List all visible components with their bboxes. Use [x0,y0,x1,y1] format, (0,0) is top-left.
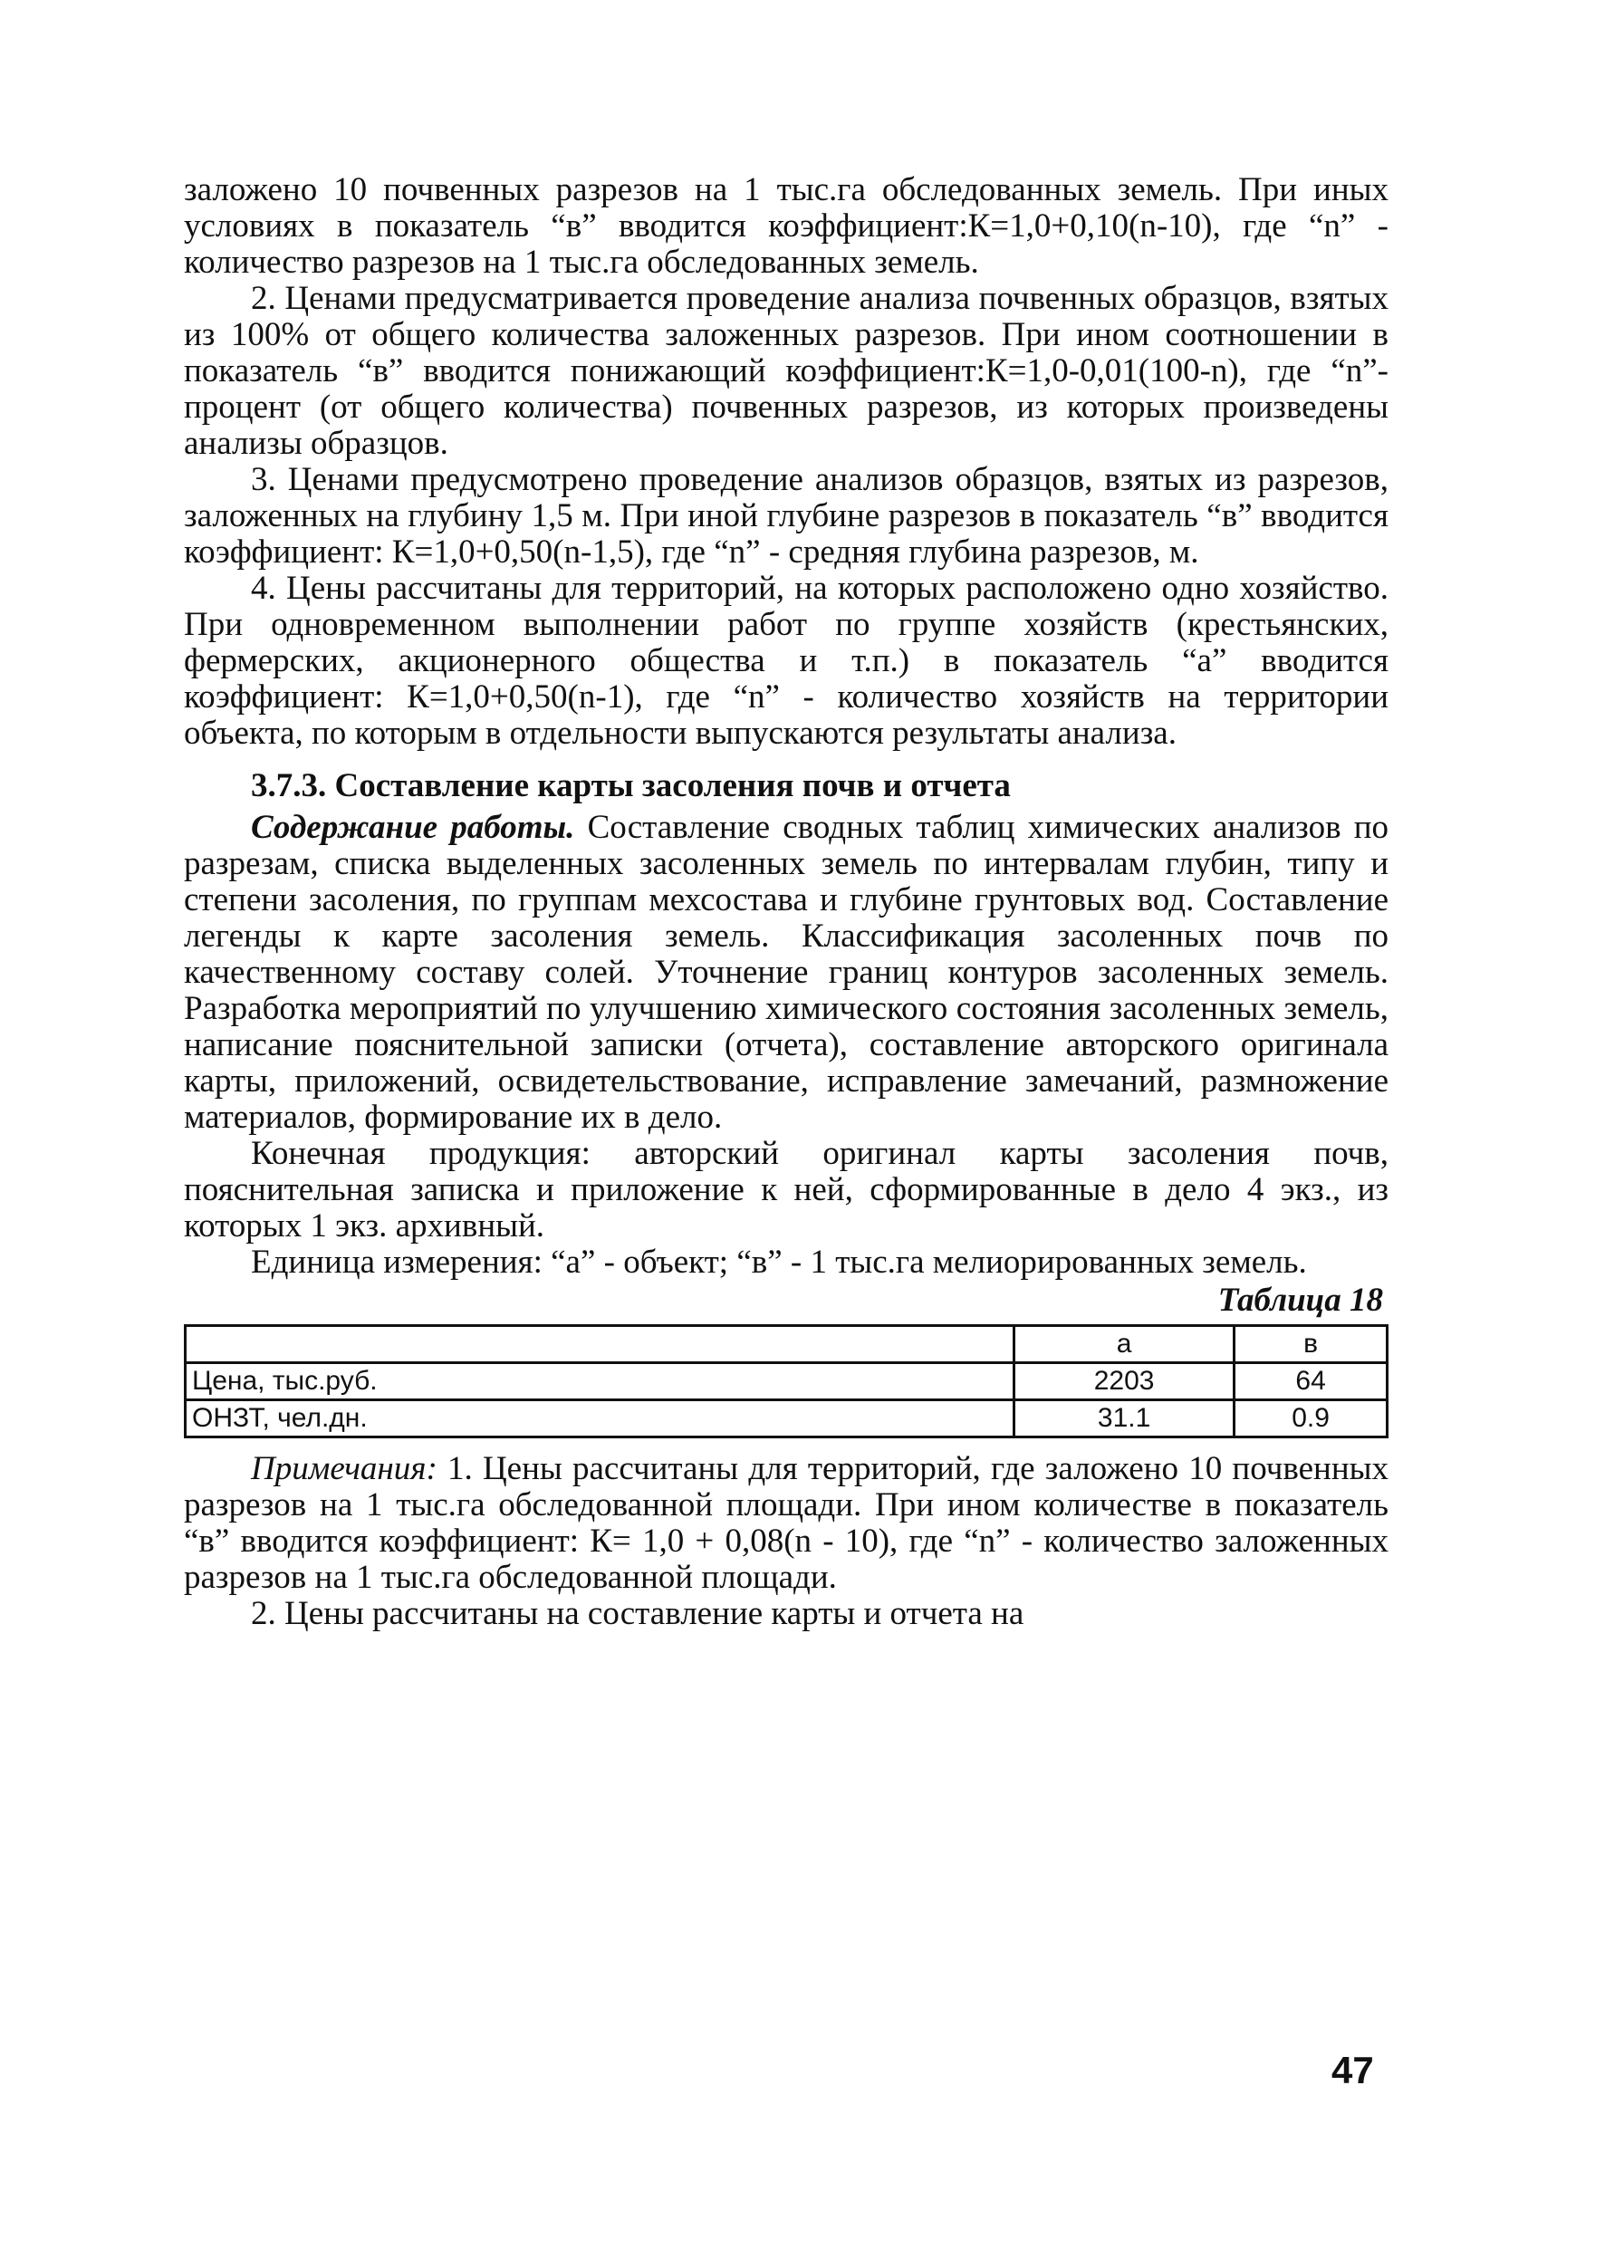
table-header-empty [186,1326,1014,1363]
paragraph-continuation: заложено 10 почвенных разрезов на 1 тыс.га обследованных земель. При иных условиях в показатель “в” вводится коэффициент:К=1,0+0,10(n-10), где “n” - количество разрезов на 1 тыс.га обследованных земель. [184,171,1389,281]
notes-paragraph-2: 2. Цены рассчитаны на составление карты и отчета на [251,1595,1024,1632]
table-cell-value: 0.9 [1235,1400,1388,1437]
notes-label: Примечания: [251,1450,437,1487]
section-heading: 3.7.3. Составление карты засоления почв и отчета [251,767,1011,804]
price-table [184,1324,1389,1438]
document-page [184,172,1389,1632]
notes-paragraph-1 [184,1451,1389,1596]
work-content-label: Содержание работы. [251,809,575,846]
table-cell-label: Цена, тыс.руб. [186,1363,1014,1400]
table-row [186,1400,1388,1437]
notes-text-1: 1. Цены рассчитаны для территорий, где заложено 10 почвенных разрезов на 1 тыс.га обследованной площади. При ином количестве в показатель “в” вводится коэффициент: К= 1,0 + 0,08(n - 10), где “n” - количество заложенных разрезов на 1 тыс.га обследованной площади. [184,1450,1389,1596]
table-cell-label: ОНЗТ, чел.дн. [186,1400,1014,1437]
table-row [186,1363,1388,1400]
table-caption: Таблица 18 [1217,1282,1383,1319]
work-content-text: Составление сводных таблиц химических анализов по разрезам, списка выделенных засоленных земель по интервалам глубин, типу и степени засоления, по группам мехсостава и глубине грунтовых вод. Составление легенды к карте засоления земель. Классификация засоленных почв по качественному составу солей. Уточнение границ контуров засоленных земель. Разработка мероприятий по улучшению химического состояния засоленных земель, написание пояснительной записки (отчета), составление авторского оригинала карты, приложений, освидетельствование, исправление замечаний, размножение материалов, формирование их в дело. [184,809,1389,1136]
paragraph-note-3: 3. Ценами предусмотрено проведение анализов образцов, взятых из разрезов, заложенных на глубину 1,5 м. При иной глубине разрезов в показатель “в” вводится коэффициент: К=1,0+0,50(n-1,5), где “n” - средняя глубина разрезов, м. [184,461,1389,571]
table-cell-value: 64 [1235,1363,1388,1400]
unit-paragraph: Единица измерения: “а” - объект; “в” - 1 тыс.га мелиорированных земель. [251,1244,1307,1281]
table-header-a: а [1014,1326,1235,1363]
paragraph-note-4: 4. Цены рассчитаны для территорий, на которых расположено одно хозяйство. При одновременном выполнении работ по группе хозяйств (крестьянских, фермерских, акционерного общества и т.п.) в показатель “а” вводится коэффициент: К=1,0+0,50(n-1), где “n” - количество хозяйств на территории объекта, по которым в отдельности выпускаются результаты анализа. [184,570,1389,752]
table-header-row [186,1326,1388,1363]
paragraph-note-2: 2. Ценами предусматривается проведение анализа почвенных образцов, взятых из 100% от общего количества заложенных разрезов. При ином соотношении в показатель “в” вводится понижающий коэффициент:К=1,0-0,01(100-n), где “n”- процент (от общего количества) почвенных разрезов, из которых произведены анализы образцов. [184,280,1389,462]
table-header-b: в [1235,1326,1388,1363]
page-number: 47 [1331,2049,1374,2091]
table-cell-value: 31.1 [1014,1400,1235,1437]
final-product-paragraph: Конечная продукция: авторский оригинал карты засоления почв, пояснительная записка и приложение к ней, сформированные в дело 4 экз., из которых 1 экз. архивный. [184,1135,1389,1245]
work-content-paragraph [184,810,1389,1136]
table-cell-value: 2203 [1014,1363,1235,1400]
